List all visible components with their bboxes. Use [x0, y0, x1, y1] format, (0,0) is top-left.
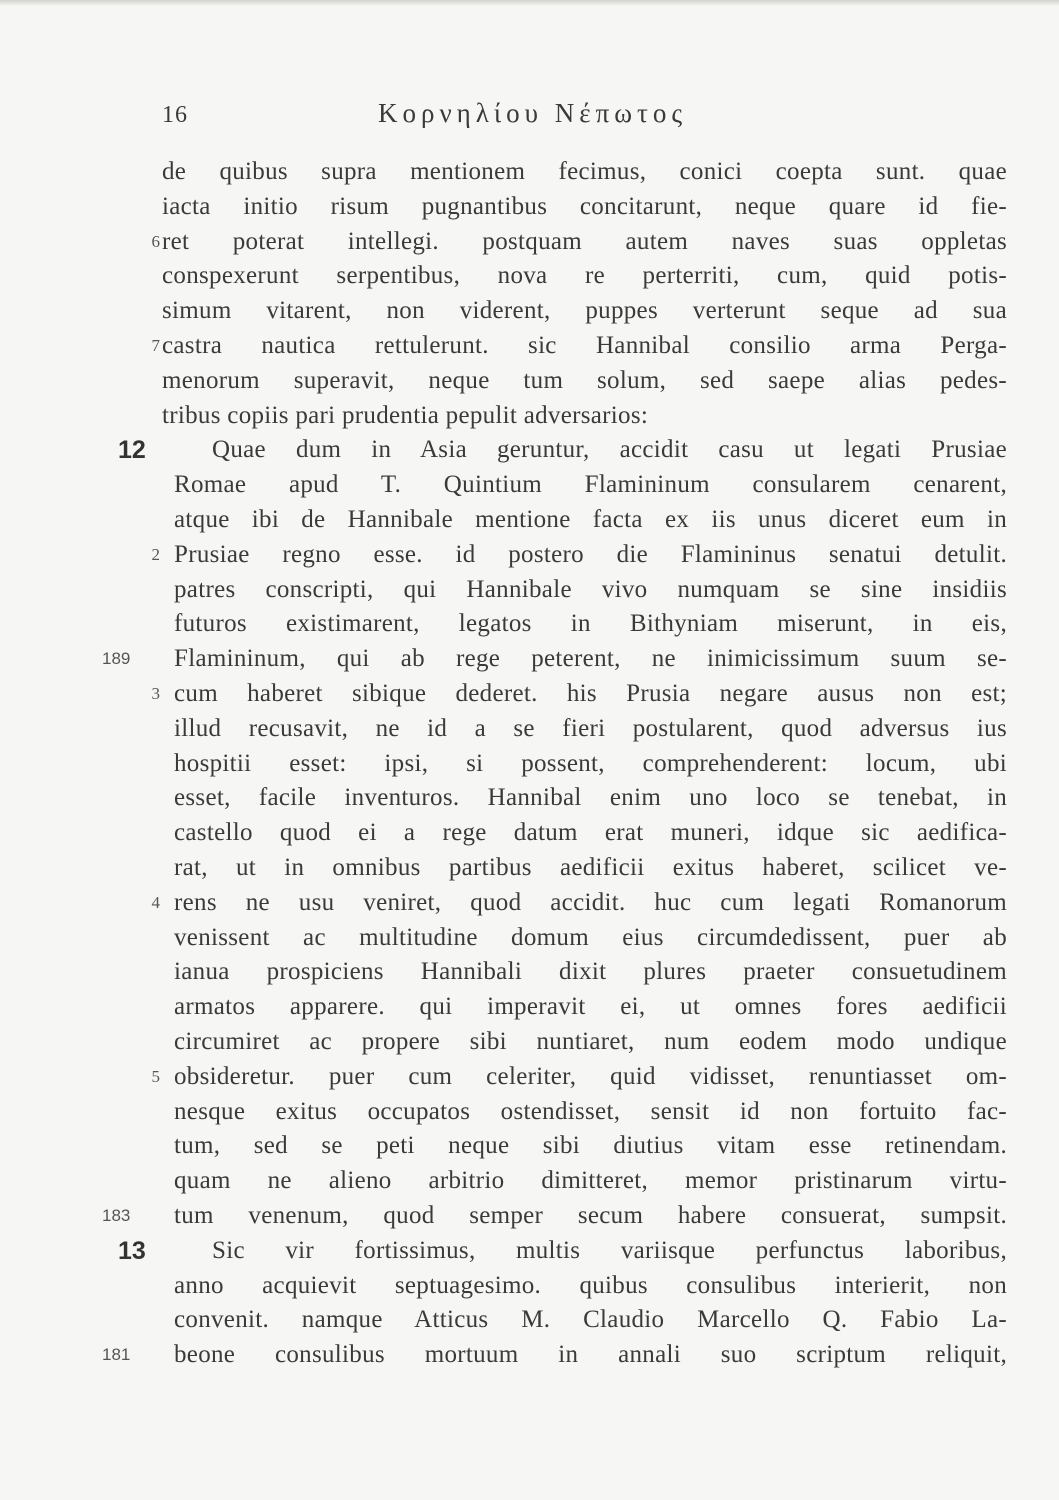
- text-line: [0, 573, 1059, 608]
- text-line: [0, 1234, 1059, 1269]
- text-line: [0, 538, 1059, 573]
- text-line: [0, 225, 1059, 260]
- text-line: [0, 1269, 1059, 1304]
- section-number: 3: [151, 683, 160, 703]
- running-title: Κορνηλίου Νέπωτος: [378, 98, 688, 128]
- line-text: tribus copiis pari prudentia pepulit adversarios:: [162, 401, 649, 429]
- text-line: [0, 607, 1059, 642]
- line-text: rens ne usu veniret, quod accidit. huc cum legati Romanorum: [174, 888, 1007, 916]
- line-text: Sic vir fortissimus, multis variisque perfunctus laboribus,: [212, 1236, 1007, 1264]
- line-text: anno acquievit septuagesimo. quibus consulibus interierit, non: [174, 1271, 1007, 1299]
- line-text: esset, facile inventuros. Hannibal enim uno loco se tenebat, in: [174, 784, 1007, 812]
- line-text: castra nautica rettulerunt. sic Hannibal consilio arma Perga-: [162, 331, 1007, 359]
- text-line: [0, 259, 1059, 294]
- line-text: Quae dum in Asia geruntur, accidit casu ut legati Prusiae: [212, 436, 1007, 464]
- section-number: 5: [151, 1066, 160, 1086]
- text-line: [0, 1060, 1059, 1095]
- section-number: 4: [151, 892, 160, 912]
- text-line: [0, 712, 1059, 747]
- line-text: rat, ut in omnibus partibus aedificii exitus haberet, scilicet ve-: [174, 853, 1007, 881]
- line-text: futuros existimarent, legatos in Bithyniam miserunt, in eis,: [174, 610, 1007, 638]
- line-text: beone consulibus mortuum in annali suo scriptum reliquit,: [174, 1341, 1007, 1369]
- year-marker: 189: [102, 649, 131, 669]
- running-head: [0, 96, 1059, 132]
- scan-edge-shadow: [0, 0, 1059, 6]
- line-text: menorum superavit, neque tum solum, sed saepe alias pedes-: [162, 366, 1007, 394]
- text-line: [0, 747, 1059, 782]
- chapter-number: 13: [118, 1236, 146, 1265]
- text-line: [0, 329, 1059, 364]
- text-line: [0, 190, 1059, 225]
- page-number: 16: [162, 102, 188, 128]
- section-number: 2: [151, 544, 160, 564]
- line-text: atque ibi de Hannibale mentione facta ex iis unus diceret eum in: [174, 505, 1007, 533]
- line-text: cum haberet sibique dederet. his Prusia negare ausus non est;: [174, 679, 1007, 707]
- text-line: [0, 886, 1059, 921]
- line-text: circumiret ac propere sibi nuntiaret, num eodem modo undique: [174, 1027, 1007, 1055]
- body-text: [0, 155, 1059, 1373]
- text-line: [0, 851, 1059, 886]
- line-text: quam ne alieno arbitrio dimitteret, memor pristinarum virtu-: [174, 1167, 1007, 1195]
- line-text: tum, sed se peti neque sibi diutius vitam esse retinendam.: [174, 1132, 1007, 1160]
- text-line: [0, 1338, 1059, 1373]
- line-text: Prusiae regno esse. id postero die Flamininus senatui detulit.: [174, 540, 1007, 568]
- text-line: [0, 1095, 1059, 1130]
- line-text: de quibus supra mentionem fecimus, conici coepta sunt. quae: [162, 158, 1007, 185]
- line-text: patres conscripti, qui Hannibale vivo numquam se sine insidiis: [174, 575, 1007, 603]
- line-text: ianua prospiciens Hannibali dixit plures praeter consuetudinem: [174, 958, 1007, 986]
- line-text: obsideretur. puer cum celeriter, quid vidisset, renuntiasset om-: [174, 1062, 1007, 1090]
- text-line: [0, 1303, 1059, 1338]
- line-text: Romae apud T. Quintium Flamininum consularem cenarent,: [174, 471, 1007, 499]
- text-line: [0, 468, 1059, 503]
- line-text: nesque exitus occupatos ostendisset, sensit id non fortuito fac-: [174, 1097, 1007, 1125]
- line-text: simum vitarent, non viderent, puppes verterunt seque ad sua: [162, 297, 1007, 325]
- year-marker: 183: [102, 1205, 131, 1225]
- chapter-number: 12: [118, 436, 146, 465]
- text-line: [0, 1164, 1059, 1199]
- line-text: iacta initio risum pugnantibus concitarunt, neque quare id fie-: [162, 192, 1007, 220]
- text-line: [0, 1199, 1059, 1234]
- text-line: [0, 816, 1059, 851]
- text-line: [0, 1025, 1059, 1060]
- line-text: hospitii esset: ipsi, si possent, comprehenderent: locum, ubi: [174, 749, 1007, 777]
- text-line: [0, 1129, 1059, 1164]
- text-line: [0, 503, 1059, 538]
- section-number: 6: [151, 231, 160, 251]
- text-line: [0, 955, 1059, 990]
- line-text: illud recusavit, ne id a se fieri postularent, quod adversus ius: [174, 714, 1007, 742]
- year-marker: 181: [102, 1345, 131, 1365]
- text-line: [0, 781, 1059, 816]
- line-text: Flamininum, qui ab rege peterent, ne inimicissimum suum se-: [174, 645, 1007, 673]
- line-text: convenit. namque Atticus M. Claudio Marcello Q. Fabio La-: [174, 1306, 1007, 1334]
- section-number: 7: [151, 335, 160, 355]
- text-line: [0, 677, 1059, 712]
- text-line: [0, 294, 1059, 329]
- text-line: [0, 155, 1059, 190]
- line-text: armatos apparere. qui imperavit ei, ut omnes fores aedificii: [174, 993, 1007, 1021]
- line-text: tum venenum, quod semper secum habere consuerat, sumpsit.: [174, 1201, 1007, 1229]
- text-line: [0, 642, 1059, 677]
- line-text: castello quod ei a rege datum erat muneri, idque sic aedifica-: [174, 819, 1007, 847]
- text-line: [0, 364, 1059, 399]
- line-text: ret poterat intellegi. postquam autem naves suas oppletas: [162, 227, 1007, 255]
- line-text: conspexerunt serpentibus, nova re perterriti, cum, quid potis-: [162, 262, 1007, 290]
- text-line: [0, 921, 1059, 956]
- line-text: venissent ac multitudine domum eius circumdedissent, puer ab: [174, 923, 1007, 951]
- text-line: [0, 990, 1059, 1025]
- text-line: [0, 399, 1059, 434]
- text-line: [0, 433, 1059, 468]
